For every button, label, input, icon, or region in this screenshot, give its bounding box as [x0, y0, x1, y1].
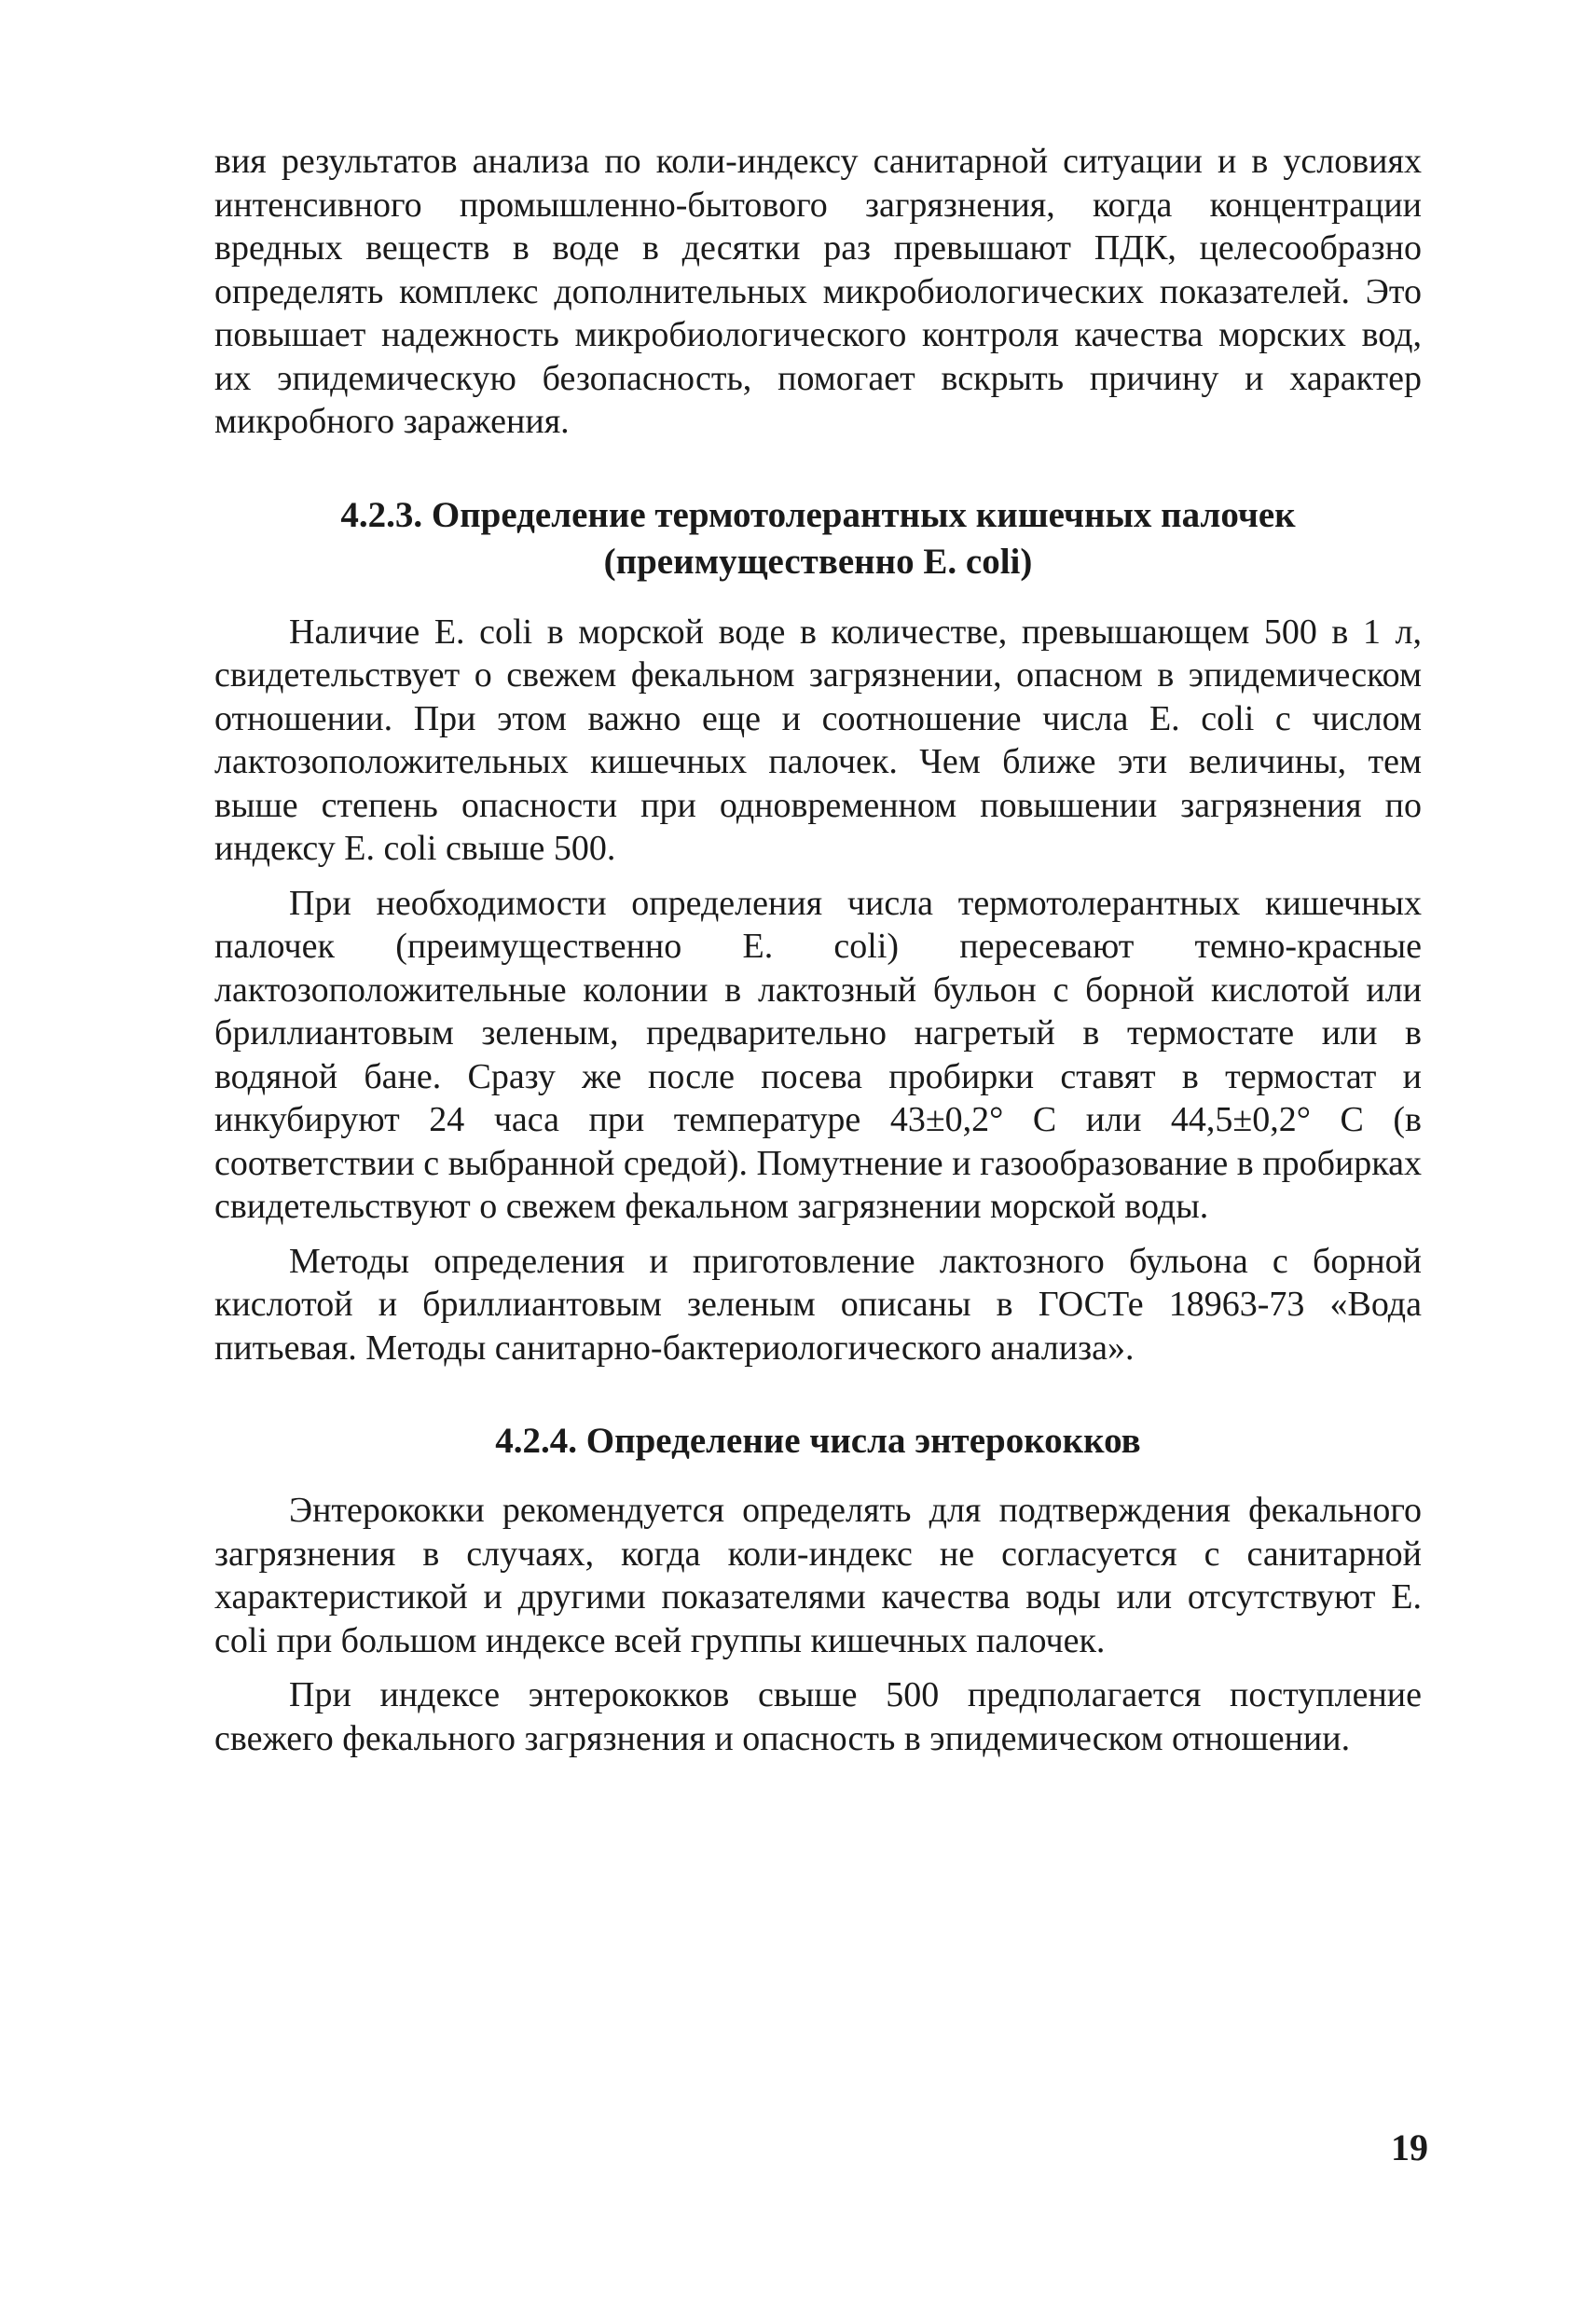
section-4-2-3-paragraph-2: При необходимости определения числа термотолерантных кишечных палочек (преимущественно E. coli) пересевают темно-красные лактозоположительные колонии в лактозный бульон с борной кислотой или бриллиантовым зеленым, предварительно нагретый в термостате или в водяной бане. Сразу же после посева пробирки ставят в термостат и инкубируют 24 часа при температуре 43±0,2° С или 44,5±0,2° С (в соответствии с выбранной средой). Помутнение и газообразование в пробирках свидетельствуют о свежем фекальном загрязнении морской воды. [214, 883, 1422, 1226]
section-4-2-4-heading [214, 1418, 1422, 1465]
page-body [214, 140, 1422, 1760]
section-4-2-3-title: 4.2.3. Определение термотолерантных кишечных палочек [340, 494, 1296, 535]
section-4-2-4-title: 4.2.4. Определение числа энтерококков [495, 1421, 1141, 1461]
intro-paragraph: вия результатов анализа по коли-индексу санитарной ситуации и в условиях интенсивного промышленно-бытового загрязнения, когда концентрации вредных веществ в воде в десятки раз превышают ПДК, целесообразно определять комплекс дополнительных микробиологических показателей. Это повышает надежность микробиологического контроля качества морских вод, их эпидемическую безопасность, помогает вскрыть причину и характер микробного заражения. [214, 142, 1422, 441]
section-4-2-3-paragraph-1: Наличие E. coli в морской воде в количестве, превышающем 500 в 1 л, свидетельствует о свежем фекальном загрязнении, опасном в эпидемическом отношении. При этом важно еще и соотношение числа E. coli с числом лактозоположительных кишечных палочек. Чем ближе эти величины, тем выше степень опасности при одновременном повышении загрязнения по индексу E. coli свыше 500. [214, 612, 1422, 868]
page-number: 19 [1391, 2126, 1428, 2168]
section-4-2-3-paragraph-3: Методы определения и приготовление лактозного бульона с борной кислотой и бриллиантовым зеленым описаны в ГОСТе 18963-73 «Вода питьевая. Методы санитарно-бактериологического анализа». [214, 1241, 1422, 1368]
section-4-2-4-paragraph-1: Энтерококки рекомендуется определять для подтверждения фекального загрязнения в случаях, когда коли-индекс не согласуется с санитарной характеристикой и другими показателями качества воды или отсутствуют E. coli при большом индексе всей группы кишечных палочек. [214, 1491, 1422, 1660]
section-4-2-4-paragraph-2: При индексе энтерококков свыше 500 предполагается поступление свежего фекального загрязнения и опасность в эпидемическом отношении. [214, 1675, 1422, 1758]
section-4-2-3-heading [214, 492, 1422, 585]
section-4-2-3-subtitle: (преимущественно E. coli) [603, 541, 1033, 582]
